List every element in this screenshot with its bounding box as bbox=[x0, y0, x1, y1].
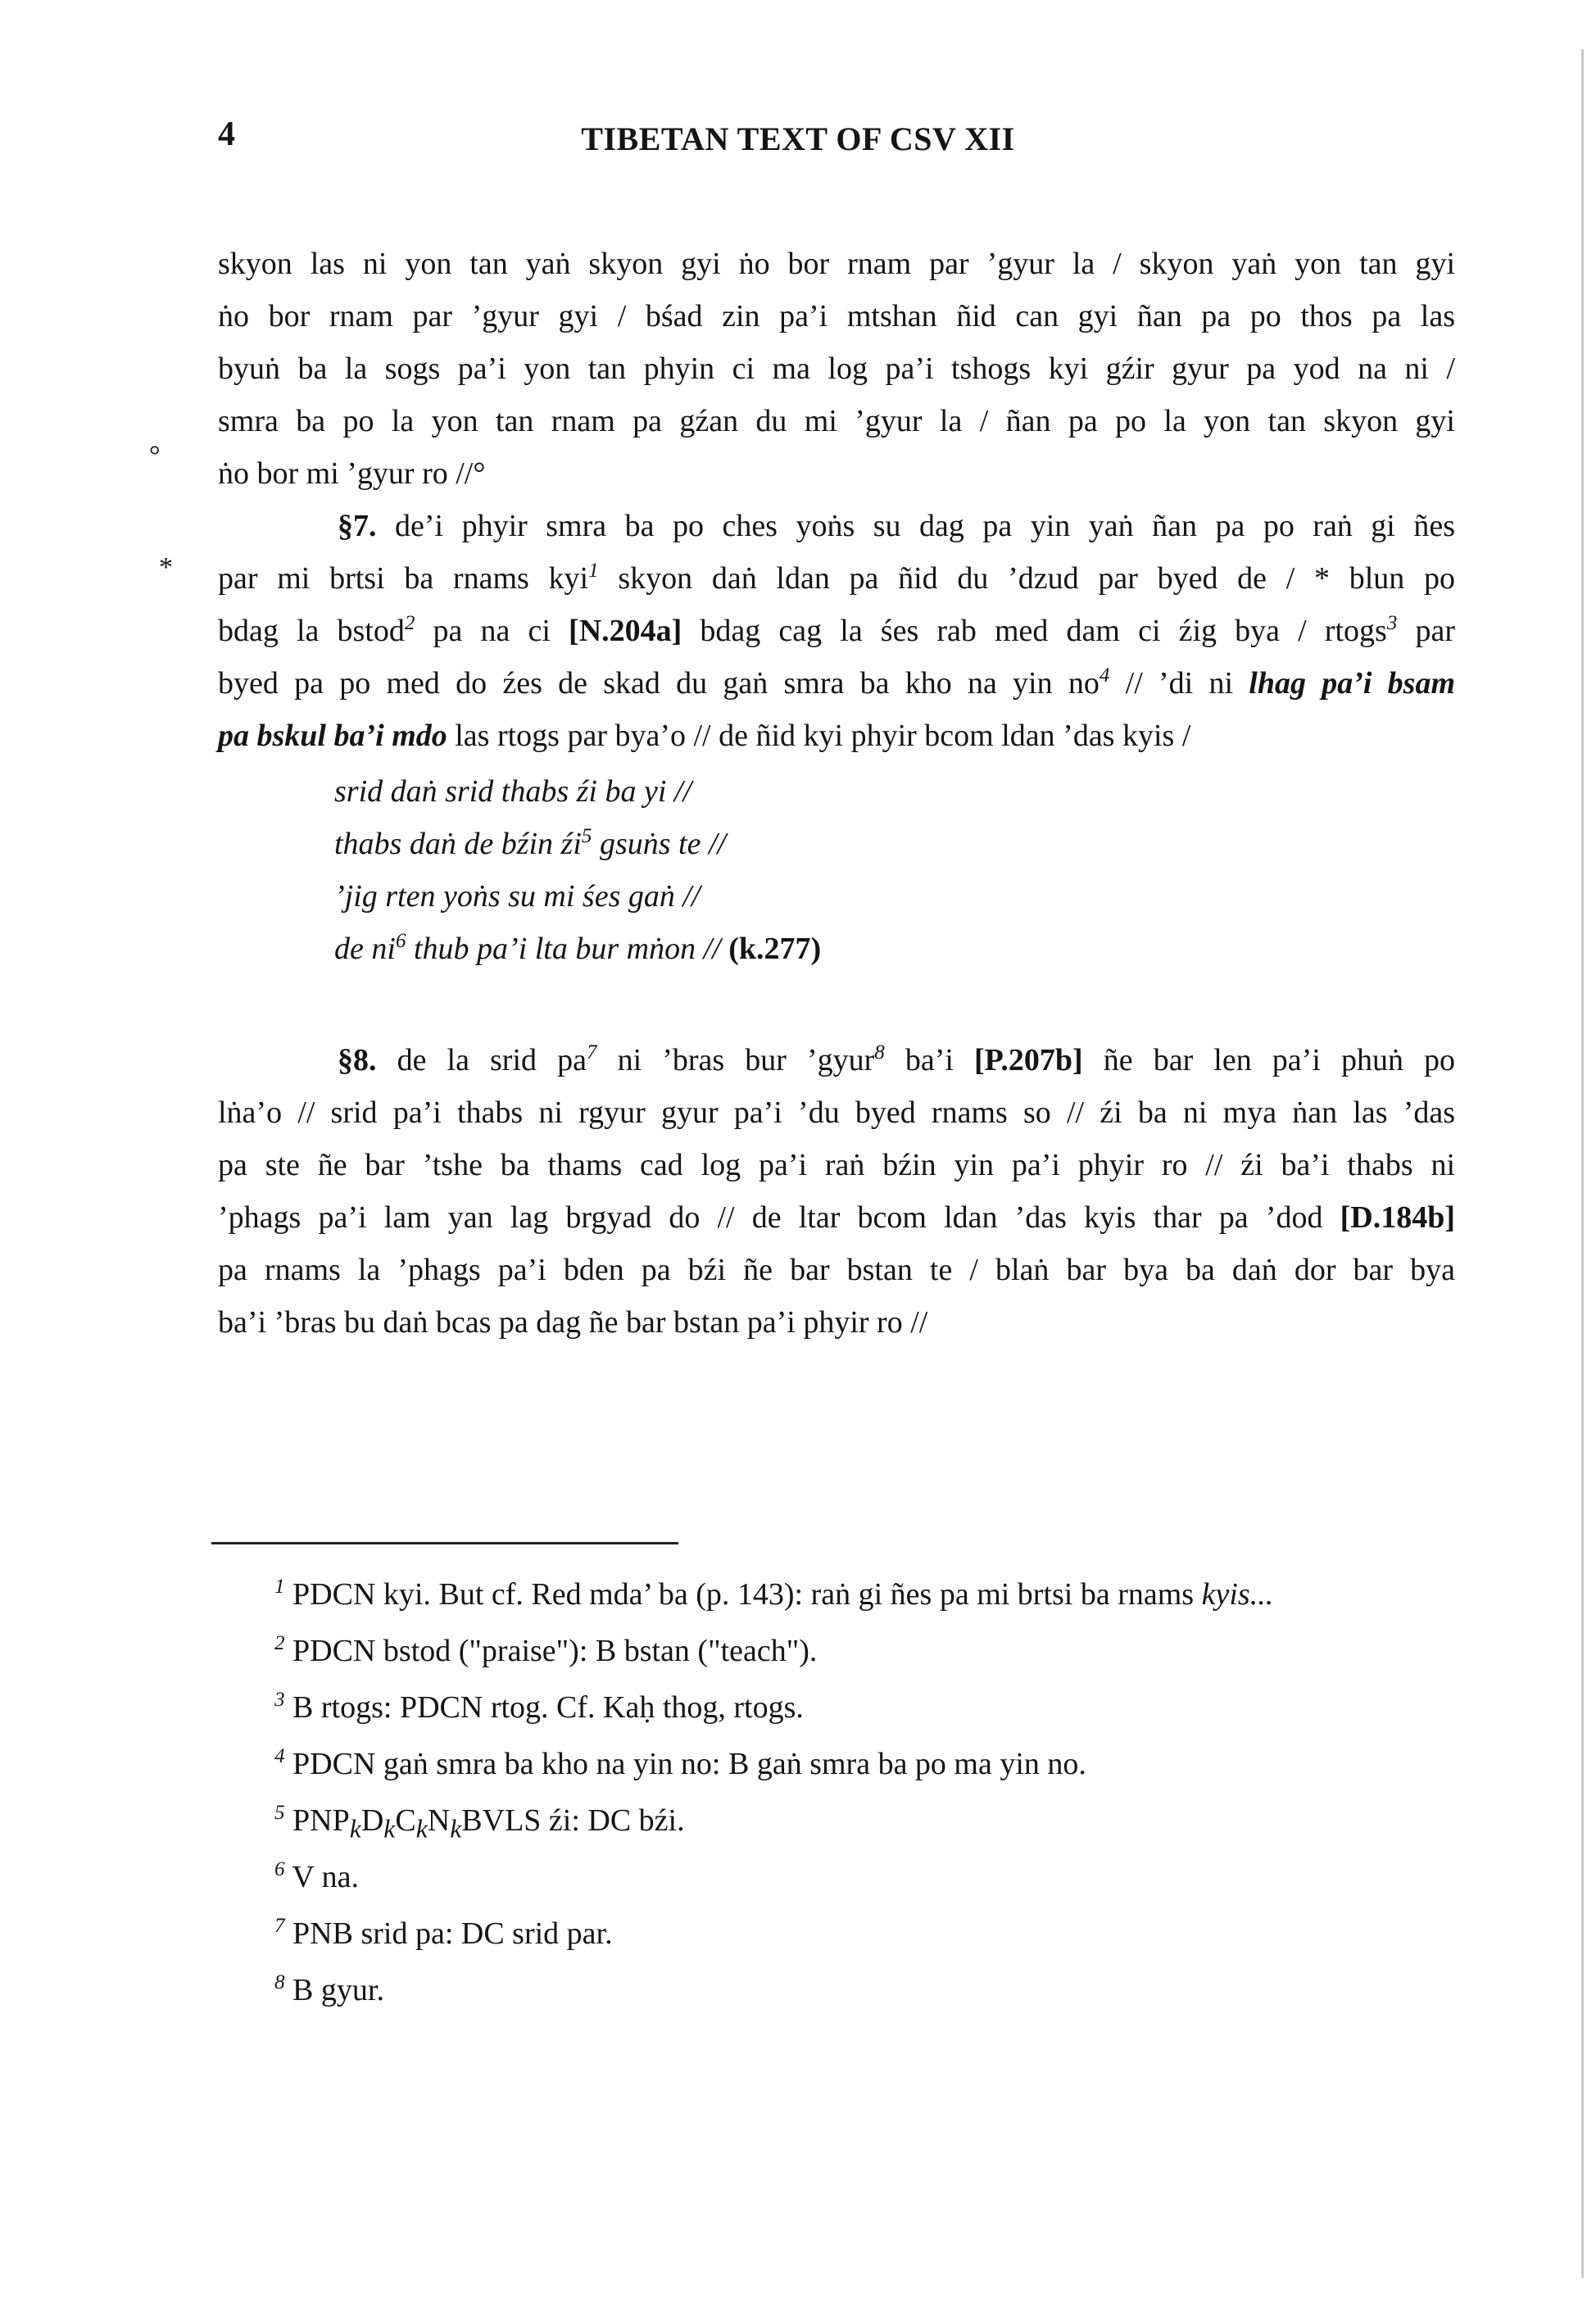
footnote-ref[interactable]: 3 bbox=[1386, 612, 1398, 635]
footnote bbox=[274, 1849, 1273, 1906]
folio-ref: [P.207b] bbox=[974, 1043, 1083, 1077]
footnote-text: PDCN gaṅ smra ba kho na yin no: B gaṅ smra ba po ma yin no. bbox=[292, 1747, 1086, 1781]
footnote-text: V na. bbox=[292, 1860, 359, 1894]
text-span: gsuṅs te // bbox=[592, 827, 727, 861]
footnote-number: 4 bbox=[274, 1745, 285, 1768]
text-line: ba’i ’bras bu daṅ bcas pa dag ñe bar bstan pa’i phyir ro // bbox=[218, 1305, 928, 1340]
subscript: k bbox=[415, 1814, 428, 1844]
text-span: pa na ci bbox=[415, 614, 569, 648]
footnote-text: B gyur. bbox=[292, 1973, 384, 2007]
text-line bbox=[218, 657, 1455, 710]
footnote-number: 1 bbox=[274, 1576, 285, 1599]
text-line: byuṅ ba la sogs pa’i yon tan phyin ci ma log pa’i tshogs kyi gźir gyur pa yod na ni / bbox=[218, 351, 1455, 386]
text-span: ni ’bras bur ’gyur bbox=[596, 1043, 875, 1077]
footnote-text: kyis... bbox=[1201, 1577, 1274, 1612]
text-span: thabs daṅ de bźin źi bbox=[334, 827, 582, 861]
footnote-number: 2 bbox=[274, 1632, 285, 1655]
footnote-ref[interactable]: 7 bbox=[586, 1041, 597, 1064]
text-line: pa rnams la ’phags pa’i bden pa bźi ñe bar bstan te / blaṅ bar bya ba daṅ dor bar bya bbox=[218, 1253, 1455, 1287]
text-span: de’i phyir smra ba po ches yoṅs su dag pa yin yaṅ ñan pa po raṅ gi ñes bbox=[395, 509, 1456, 543]
footnote-number: 5 bbox=[274, 1802, 285, 1825]
footnote-text: PDCN bstod ("praise"): B bstan ("teach"). bbox=[292, 1634, 818, 1668]
footnotes bbox=[274, 1567, 1273, 2019]
footnote-text: PNP bbox=[292, 1803, 350, 1838]
footnote-number: 6 bbox=[274, 1858, 285, 1881]
paragraph-intro bbox=[218, 238, 1455, 500]
footnote-text: N bbox=[427, 1803, 451, 1838]
footnote-text: D bbox=[360, 1803, 384, 1838]
footnote-ref[interactable]: 4 bbox=[1099, 664, 1110, 687]
folio-ref: [D.184b] bbox=[1340, 1200, 1455, 1235]
verse-line: srid daṅ srid thabs źi ba yi // bbox=[334, 774, 691, 809]
footnote-number: 3 bbox=[274, 1689, 285, 1712]
page-number: 4 bbox=[218, 116, 235, 153]
section-number: §7. bbox=[338, 509, 377, 543]
text-span: thub pa’i lta bur mṅon // bbox=[406, 932, 729, 966]
text-line: ṅo bor mi ’gyur ro //° bbox=[218, 456, 486, 491]
text-span: skyon daṅ ldan pa ñid du ’dzud par byed de / * blun po bbox=[598, 561, 1456, 596]
text-span: ñe bar len pa’i phuṅ po bbox=[1082, 1043, 1456, 1077]
text-line bbox=[218, 1034, 1455, 1086]
subscript: k bbox=[450, 1814, 462, 1844]
text-line bbox=[218, 605, 1455, 657]
text-line: skyon las ni yon tan yaṅ skyon gyi ṅo bor rnam par ’gyur la / skyon yaṅ yon tan gyi bbox=[218, 247, 1455, 281]
footnote bbox=[274, 1680, 1273, 1736]
footnote-ref[interactable]: 2 bbox=[404, 612, 415, 635]
footnote-text: BVLS źi: DC bźi. bbox=[461, 1803, 685, 1838]
section-8 bbox=[218, 1034, 1455, 1349]
text-span: bdag cag la śes rab med dam ci źig bya / rtogs bbox=[682, 614, 1387, 648]
footnote bbox=[274, 1567, 1273, 1623]
footnote bbox=[274, 1906, 1273, 1962]
footnote bbox=[274, 1962, 1273, 2019]
verse-line bbox=[334, 818, 821, 870]
text-line bbox=[218, 500, 1455, 552]
text-span: ’phags pa’i lam yan lag brgyad do // de ltar bcom ldan ’das kyis thar pa ’dod bbox=[218, 1200, 1340, 1235]
section-number: §8. bbox=[338, 1043, 377, 1077]
text-span: de la srid pa bbox=[397, 1043, 587, 1077]
verse-line bbox=[334, 923, 821, 975]
text-line: lṅa’o // srid pa’i thabs ni rgyur gyur pa’i ’du byed rnams so // źi ba ni mya ṅan las ’das bbox=[218, 1095, 1455, 1130]
text-span: par mi brtsi ba rnams kyi bbox=[218, 561, 589, 596]
footnote-text: B rtogs: PDCN rtog. Cf. Kaḥ thog, rtogs. bbox=[292, 1690, 804, 1725]
text-span: bdag la bstod bbox=[218, 614, 405, 648]
margin-star-mark: * bbox=[159, 552, 173, 583]
footnote-text: PNB srid pa: DC srid par. bbox=[292, 1916, 613, 1951]
verse-line: ’jig rten yoṅs su mi śes gaṅ // bbox=[334, 879, 701, 914]
folio-ref: [N.204a] bbox=[569, 614, 682, 648]
text-span: las rtogs par bya’o // de ñid kyi phyir bcom ldan ’das kyis / bbox=[447, 719, 1191, 753]
text-line: ṅo bor rnam par ’gyur gyi / bśad zin pa’i mtshan ñid can gyi ñan pa po thos pa las bbox=[218, 299, 1455, 333]
footnote bbox=[274, 1623, 1273, 1680]
text-line bbox=[218, 552, 1455, 605]
text-span: byed pa po med do źes de skad du gaṅ smra ba kho na yin no bbox=[218, 666, 1100, 701]
footnote-ref[interactable]: 1 bbox=[588, 560, 599, 583]
text-span: par bbox=[1397, 614, 1455, 648]
text-line bbox=[218, 1191, 1455, 1244]
text-line: smra ba po la yon tan rnam pa gźan du mi ’gyur la / ñan pa po la yon tan skyon gyi bbox=[218, 404, 1455, 438]
sutra-title: pa bskul ba’i mdo bbox=[218, 719, 447, 753]
footnote bbox=[274, 1793, 1273, 1849]
section-7 bbox=[218, 500, 1455, 762]
sutra-title: lhag pa’i bsam bbox=[1249, 666, 1455, 701]
subscript: k bbox=[349, 1814, 361, 1844]
footnote-ref[interactable]: 6 bbox=[395, 930, 406, 953]
verse-block bbox=[334, 765, 821, 975]
footnote-ref[interactable]: 5 bbox=[581, 825, 592, 848]
text-span: de ni bbox=[334, 932, 396, 966]
footnote-text: PDCN kyi. But cf. Red mda’ ba (p. 143): raṅ gi ñes pa mi brtsi ba rnams bbox=[292, 1577, 1202, 1612]
running-title: TIBETAN TEXT OF CSV XII bbox=[581, 120, 1015, 157]
footnote-text: C bbox=[395, 1803, 416, 1838]
margin-circle-mark: ° bbox=[149, 441, 161, 471]
scan-edge-shadow bbox=[1581, 49, 1584, 2278]
text-line bbox=[218, 710, 1455, 762]
text-span: ba’i bbox=[884, 1043, 975, 1077]
subscript: k bbox=[383, 1814, 396, 1844]
footnote-number: 7 bbox=[274, 1915, 285, 1938]
karika-ref: (k.277) bbox=[728, 932, 822, 966]
text-line: pa ste ñe bar ’tshe ba thams cad log pa’i raṅ bźin yin pa’i phyir ro // źi ba’i thabs ni bbox=[218, 1148, 1455, 1182]
footnote-number: 8 bbox=[274, 1971, 285, 1994]
footnote-ref[interactable]: 8 bbox=[874, 1041, 885, 1064]
text-span: // ’di ni bbox=[1109, 666, 1249, 701]
footnote-divider bbox=[211, 1542, 678, 1544]
footnote bbox=[274, 1736, 1273, 1793]
